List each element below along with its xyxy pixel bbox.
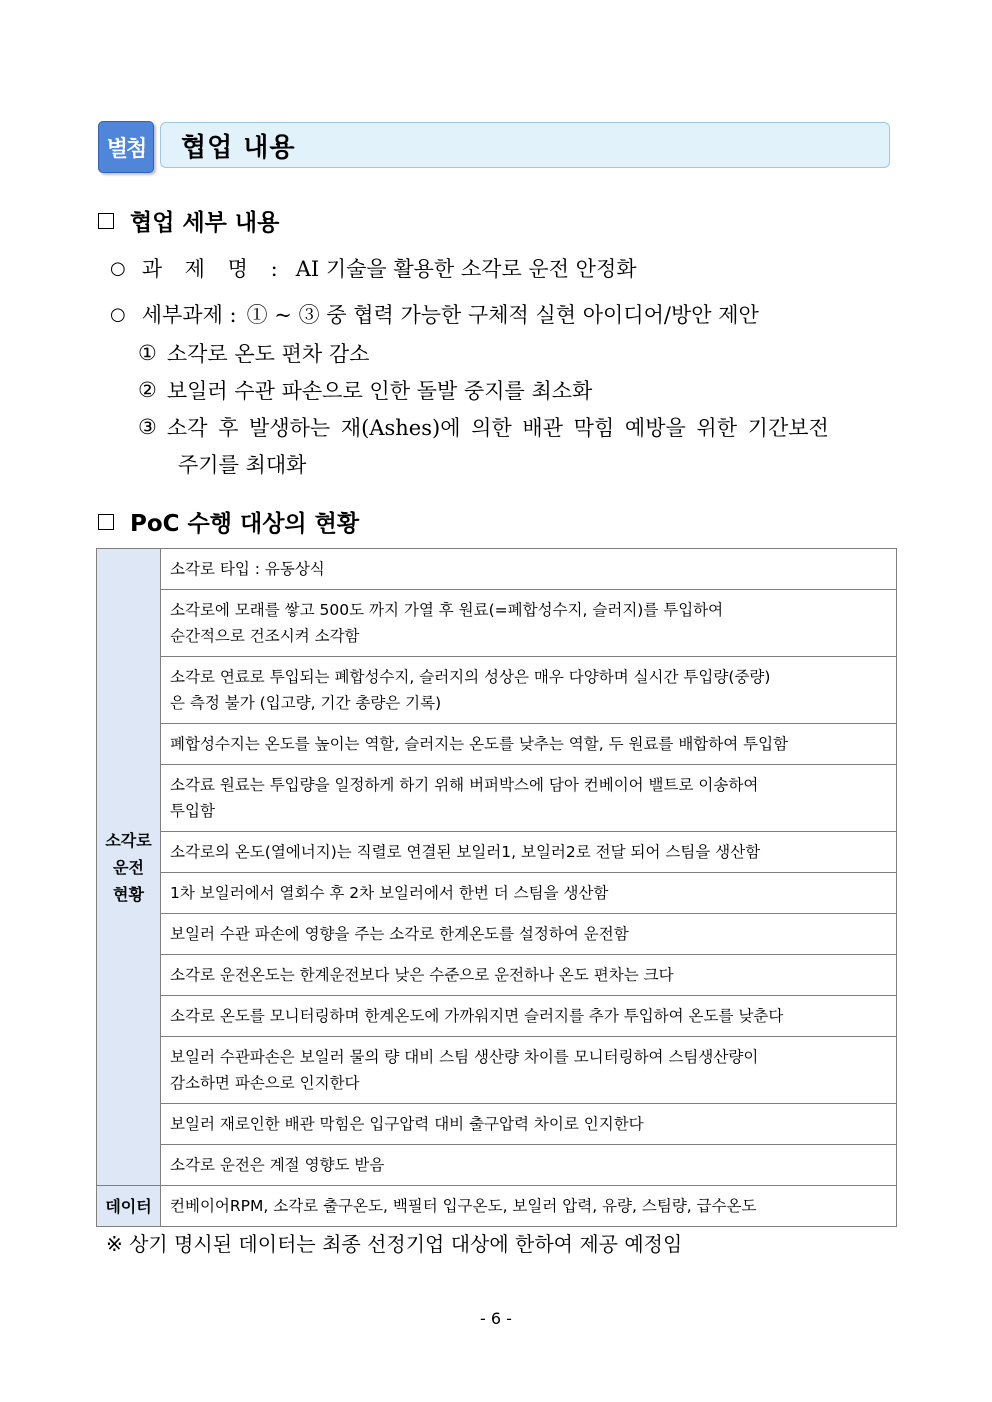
cell-line: 소각로 온도를 모니터링하며 한계온도에 가까워지면 슬러지를 추가 투입하여 온도를 낮춘다 xyxy=(170,1007,784,1025)
cell-line: 소각로 운전은 계절 영향도 받음 xyxy=(170,1156,385,1174)
table-cell xyxy=(161,590,897,657)
subitem-text: 소각로 온도 편차 감소 xyxy=(166,342,370,366)
cell-line: 보일러 수관 파손에 영향을 주는 소각로 한계온도를 설정하여 운전함 xyxy=(170,925,629,943)
table-row xyxy=(97,996,897,1037)
row-group-label-data: 데이터 xyxy=(97,1186,161,1227)
table-cell xyxy=(161,873,897,914)
subitem-text: 보일러 수관 파손으로 인한 돌발 중지를 최소화 xyxy=(166,379,593,403)
footnote: ※ 상기 명시된 데이터는 최종 선정기업 대상에 한하여 제공 예정임 xyxy=(106,1232,683,1256)
subitem-number: ① xyxy=(138,341,157,365)
page-number: - 6 - xyxy=(480,1309,512,1328)
cell-line: 감소하면 파손으로 인지한다 xyxy=(170,1074,360,1092)
item-text: ① ~ ③ 중 협력 가능한 구체적 실현 아이디어/방안 제안 xyxy=(246,303,759,327)
subitem-number: ③ xyxy=(138,415,157,439)
group-label-line: 소각로 xyxy=(105,830,152,850)
page-title: 협업 내용 xyxy=(160,122,890,168)
table-row xyxy=(97,832,897,873)
cell-line: 순간적으로 건조시켜 소각함 xyxy=(170,627,360,645)
table-row xyxy=(97,657,897,724)
table-row xyxy=(97,1145,897,1186)
subitem-2 xyxy=(138,375,592,405)
table-cell xyxy=(161,724,897,765)
subitem-3-continuation: 주기를 최대화 xyxy=(178,453,307,477)
section-heading-text: 협업 세부 내용 xyxy=(130,210,280,236)
cell-line: 소각로에 모래를 쌓고 500도 까지 가열 후 원료(=폐합성수지, 슬러지)를 투입하여 xyxy=(170,601,724,619)
group-label-line: 현황 xyxy=(113,884,144,904)
table-row xyxy=(97,955,897,996)
cell-line: 소각로 타입 : 유동상식 xyxy=(170,560,325,578)
appendix-badge: 별첨 xyxy=(98,121,154,173)
cell-line: 1차 보일러에서 열회수 후 2차 보일러에서 한번 더 스팀을 생산함 xyxy=(170,884,609,902)
table-row xyxy=(97,914,897,955)
checkbox-square-icon xyxy=(98,213,114,229)
table-cell xyxy=(161,996,897,1037)
poc-status-table xyxy=(96,548,897,1227)
table-cell xyxy=(161,955,897,996)
subitem-text: 소각 후 발생하는 재(Ashes)에 의한 배관 막힘 예방을 위한 기간보전 xyxy=(166,416,829,440)
table-row xyxy=(97,1037,897,1104)
table-cell xyxy=(161,549,897,590)
cell-line: 소각료 원료는 투입량을 일정하게 하기 위해 버퍼박스에 담아 컨베이어 밸트로 이송하여 xyxy=(170,776,759,794)
table-cell xyxy=(161,832,897,873)
checkbox-square-icon xyxy=(98,514,114,530)
table-cell xyxy=(161,1104,897,1145)
item-subtasks xyxy=(110,299,759,329)
subitem-1 xyxy=(138,338,369,368)
table-cell xyxy=(161,914,897,955)
item-label: 과 제 명 : xyxy=(141,257,286,281)
table-row xyxy=(97,549,897,590)
table-cell xyxy=(161,1145,897,1186)
table-cell xyxy=(161,657,897,724)
table-cell xyxy=(161,1186,897,1227)
item-label: 세부과제 : xyxy=(141,303,237,327)
cell-line: 보일러 수관파손은 보일러 물의 량 대비 스팀 생산량 차이를 모니터링하여 스팀생산량이 xyxy=(170,1048,759,1066)
circle-bullet-icon: ○ xyxy=(110,303,126,325)
table-row xyxy=(97,724,897,765)
cell-line: 컨베이어RPM, 소각로 출구온도, 백필터 입구온도, 보일러 압력, 유량, 스팀량, 급수온도 xyxy=(170,1197,757,1215)
section-heading-details xyxy=(98,204,279,237)
table-row xyxy=(97,765,897,832)
table-row xyxy=(97,590,897,657)
table-cell xyxy=(161,1037,897,1104)
cell-line: 폐합성수지는 온도를 높이는 역할, 슬러지는 온도를 낮추는 역할, 두 원료를 배합하여 투입함 xyxy=(170,735,789,753)
cell-line: 투입함 xyxy=(170,802,215,820)
subitem-number: ② xyxy=(138,378,157,402)
section-heading-text: PoC 수행 대상의 현황 xyxy=(130,511,360,537)
circle-bullet-icon: ○ xyxy=(110,257,126,279)
cell-line: 은 측정 불가 (입고량, 기간 총량은 기록) xyxy=(170,694,442,712)
item-project-name xyxy=(110,253,637,283)
cell-line: 소각로 연료로 투입되는 폐합성수지, 슬러지의 성상은 매우 다양하며 실시간 투입량(중량) xyxy=(170,668,771,686)
item-text: AI 기술을 활용한 소각로 운전 안정화 xyxy=(295,257,637,281)
subitem-3 xyxy=(138,412,898,442)
table-cell xyxy=(161,765,897,832)
table-row xyxy=(97,873,897,914)
table-row-data xyxy=(97,1186,897,1227)
cell-line: 소각로 운전온도는 한계운전보다 낮은 수준으로 운전하나 온도 편차는 크다 xyxy=(170,966,674,984)
cell-line: 소각로의 온도(열에너지)는 직렬로 연결된 보일러1, 보일러2로 전달 되어 스팀을 생산함 xyxy=(170,843,761,861)
section-heading-poc xyxy=(98,505,359,538)
row-group-label-operation xyxy=(97,549,161,1186)
group-label-line: 운전 xyxy=(113,857,144,877)
table-row xyxy=(97,1104,897,1145)
cell-line: 보일러 재로인한 배관 막힘은 입구압력 대비 출구압력 차이로 인지한다 xyxy=(170,1115,644,1133)
